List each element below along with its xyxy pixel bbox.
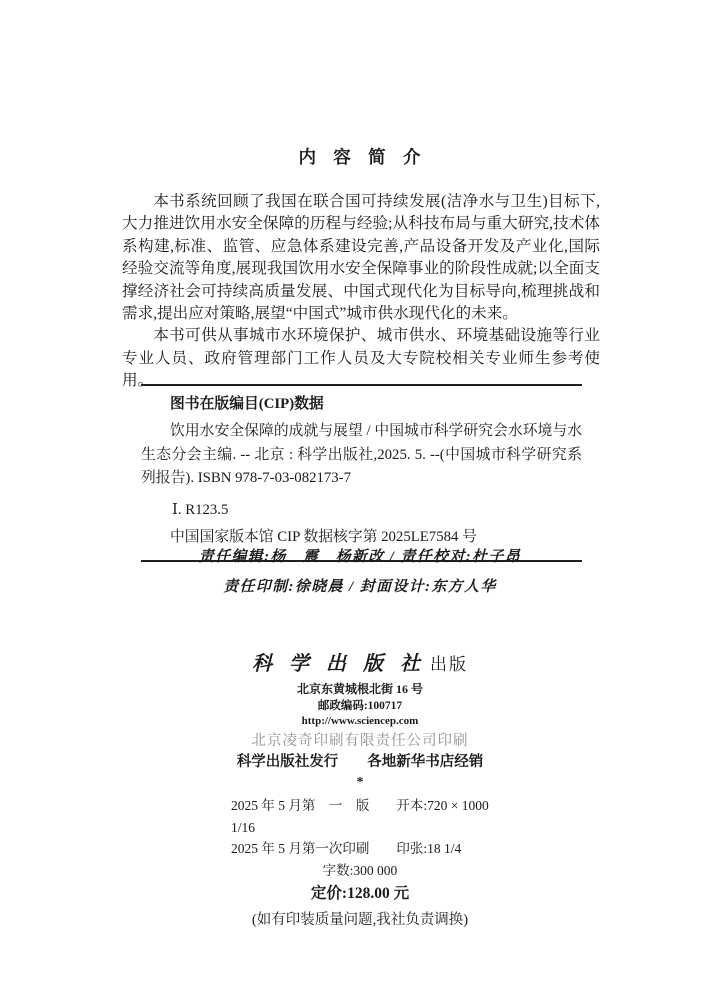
separator-star: * <box>356 775 364 790</box>
cip-entry: 饮用水安全保障的成就与展望 / 中国城市科学研究会水环境与水生态分会主编. -- 北京 : 科学出版社,2025. 5. --(中国城市科学研究系列报告). ISBN 978-7-03-082173-7 <box>141 423 582 486</box>
credits <box>0 547 720 607</box>
publisher-brand-line <box>0 652 720 678</box>
cip-heading: 图书在版编目(CIP)数据 <box>170 396 324 412</box>
publisher-address: 北京东黄城根北街 16 号 <box>296 682 423 696</box>
publisher-brand-suffix: 出版 <box>430 655 468 674</box>
intro-paragraph-2: 本书可供从事城市水环境保护、城市供水、环境基础设施等行业专业人员、政府管理部门工作人员及大专院校相关专业师生参考使用。 <box>122 327 600 390</box>
intro-text <box>122 191 600 393</box>
edition-line-printing: 2025 年 5 月第一次印刷 印张:18 1/4 <box>231 841 462 856</box>
distribution-line: 科学出版社发行 各地新华书店经销 <box>236 754 484 770</box>
cip-class-code: Ⅰ. R123.5 <box>172 501 229 518</box>
word-count: 字数:300 000 <box>322 862 398 878</box>
credit-line-print-design: 责任印制:徐晓晨 / 封面设计:东方人华 <box>223 579 497 595</box>
colophon <box>0 652 720 931</box>
credit-line-editors: 责任编辑:杨 震 杨新改 / 责任校对:杜子昂 <box>198 549 522 565</box>
edition-line-first: 2025 年 5 月第 一 版 开本:720 × 1000 1/16 <box>231 798 503 835</box>
quality-note: (如有印装质量问题,我社负责调换) <box>251 911 469 928</box>
printer-line: 北京凌奇印刷有限责任公司印刷 <box>251 733 469 749</box>
cip-record-number: 中国国家版本馆 CIP 数据核字第 2025LE7584 号 <box>170 528 477 545</box>
intro-title: 内 容 简 介 <box>298 147 422 167</box>
cip-box <box>141 384 582 562</box>
price: 定价:128.00 元 <box>310 884 410 902</box>
publisher-url: http://www.sciencep.com <box>301 715 419 727</box>
publisher-postcode: 邮政编码:100717 <box>317 700 403 712</box>
intro-paragraph-1: 本书系统回顾了我国在联合国可持续发展(洁净水与卫生)目标下,大力推进饮用水安全保障的历程与经验;从科技布局与重大研究,技术体系构建,标准、监管、应急体系建设完善,产品设备开发及产业化,国际经验交流等角度,展现我国饮用水安全保障事业的阶段性成就;以全面支撑经济社会可持续高质量发展、中国式现代化为目标导向,梳理挑战和需求,提出应对策略,展望“中国式”城市供水现代化的未来。 <box>122 193 600 323</box>
edition-block <box>231 795 503 860</box>
publisher-logo-text: 科 学 出 版 社 <box>252 653 426 675</box>
